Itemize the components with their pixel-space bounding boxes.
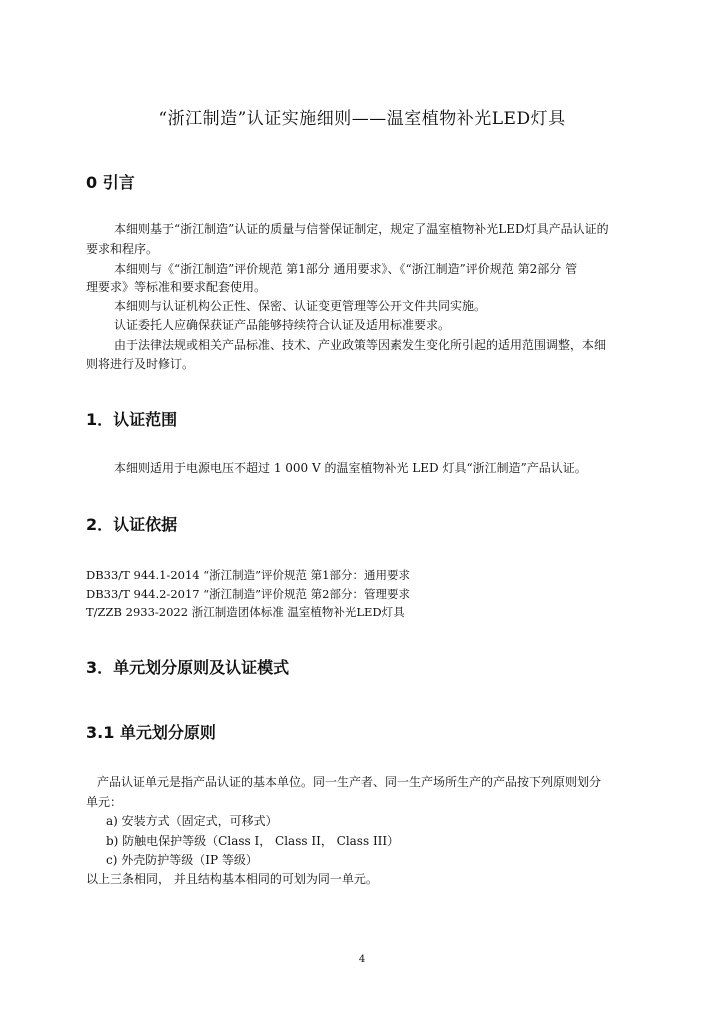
intro-paragraph-2a: 本细则与《“浙江制造”评价规范 第1部分 通用要求》、《“浙江制造”评价规范 第2部分 管	[114, 262, 578, 276]
unit-rule-conclusion: 以上三条相同， 并且结构基本相同的可划为同一单元。	[86, 872, 378, 886]
intro-paragraph-5b: 则将进行及时修订。	[86, 357, 195, 371]
heading-unit-rule: 3.1 单元划分原则	[86, 723, 216, 742]
reference-line: DB33/T 944.2-2017 “浙江制造”评价规范 第2部分：管理要求	[86, 587, 410, 601]
scope-paragraph: 本细则适用于电源电压不超过 1 000 V 的温室植物补光 LED 灯具“浙江制造”产品认证。	[114, 461, 587, 475]
intro-paragraph-2b: 理要求》等标准和要求配套使用。	[86, 280, 267, 294]
list-item-mounting: a) 安装方式（固定式，可移式）	[106, 814, 278, 828]
list-item-shock-protection: b) 防触电保护等级（Class I， Class II， Class III）	[106, 834, 400, 848]
unit-rule-paragraph-b: 单元：	[86, 795, 123, 809]
page-number: 4	[358, 954, 366, 965]
document-title: “浙江制造”认证实施细则——温室植物补光LED灯具	[158, 109, 566, 129]
unit-rule-paragraph-a: 产品认证单元是指产品认证的基本单位。同一生产者、同一生产场所生产的产品按下列原则划分	[97, 775, 602, 789]
heading-scope: 1．认证范围	[86, 410, 178, 429]
list-item-ip-rating: c) 外壳防护等级（IP 等级）	[106, 853, 258, 867]
heading-basis: 2．认证依据	[86, 515, 178, 534]
intro-paragraph-1a: 本细则基于“浙江制造”认证的质量与信誉保证制定，规定了温室植物补光LED灯具产品认证的	[114, 222, 609, 236]
intro-paragraph-3: 本细则与认证机构公正性、保密、认证变更管理等公开文件共同实施。	[114, 299, 487, 313]
intro-paragraph-1b: 要求和程序。	[86, 242, 159, 256]
intro-paragraph-4: 认证委托人应确保获证产品能够持续符合认证及适用标准要求。	[114, 318, 451, 332]
heading-unit-and-mode: 3．单元划分原则及认证模式	[86, 658, 290, 677]
reference-line: T/ZZB 2933-2022 浙江制造团体标准 温室植物补光LED灯具	[86, 605, 405, 619]
reference-line: DB33/T 944.1-2014 “浙江制造”评价规范 第1部分：通用要求	[86, 568, 410, 582]
heading-introduction: 0 引言	[86, 173, 135, 192]
intro-paragraph-5a: 由于法律法规或相关产品标准、技术、产业政策等因素发生变化所引起的适用范围调整，本细	[114, 338, 607, 352]
